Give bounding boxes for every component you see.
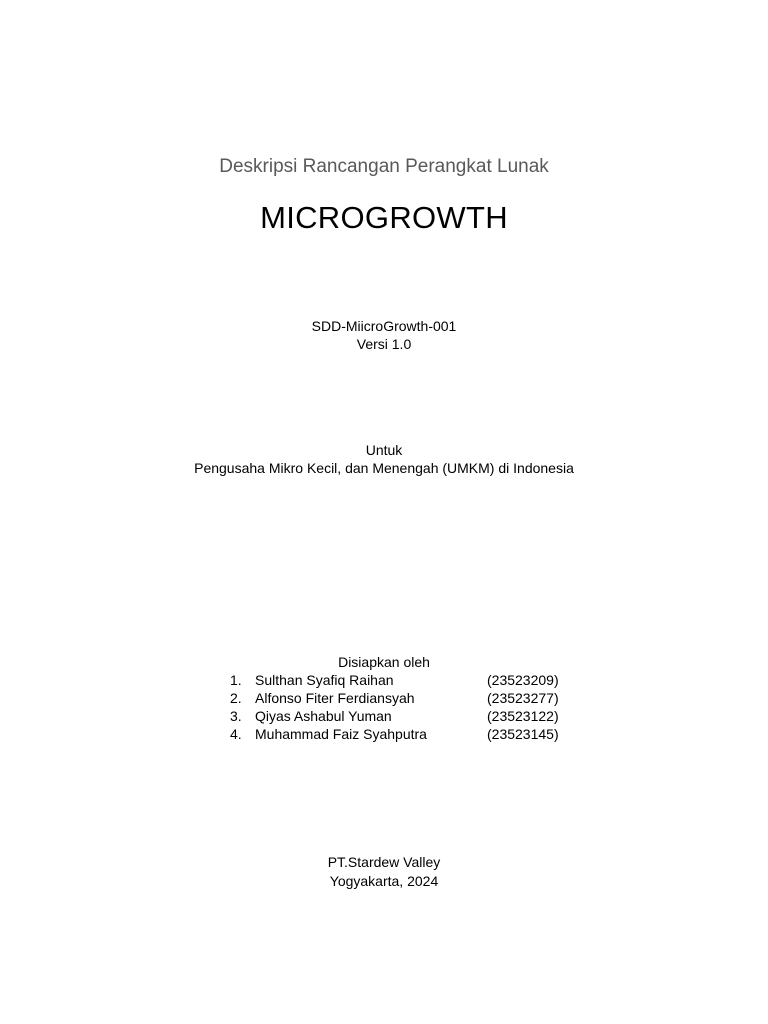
member-name: Qiyas Ashabul Yuman: [255, 708, 392, 724]
document-version: Versi 1.0: [356, 336, 412, 352]
member-number: 3.: [230, 708, 242, 724]
member-student-id: (23523122): [487, 708, 559, 724]
document-id: SDD-MiicroGrowth-001: [311, 318, 457, 334]
member-name: Sulthan Syafiq Raihan: [255, 672, 394, 688]
member-student-id: (23523209): [487, 672, 559, 688]
team-member-item: [0, 671, 768, 689]
member-number: 4.: [230, 726, 242, 742]
member-name: Muhammad Faiz Syahputra: [255, 726, 427, 742]
prepared-by-label: Disiapkan oleh: [338, 654, 430, 670]
member-number: 2.: [230, 690, 242, 706]
document-title: MICROGROWTH: [260, 200, 508, 235]
document-subtitle: Deskripsi Rancangan Perangkat Lunak: [219, 156, 549, 177]
member-name: Alfonso Fiter Ferdiansyah: [255, 690, 415, 706]
target-audience: Pengusaha Mikro Kecil, dan Menengah (UMKM) di Indonesia: [194, 460, 574, 476]
member-number: 1.: [230, 672, 242, 688]
company-name: PT.Stardew Valley: [327, 854, 441, 870]
member-student-id: (23523145): [487, 726, 559, 742]
team-member-item: [0, 725, 768, 743]
team-member-item: [0, 689, 768, 707]
team-member-list: [0, 671, 768, 743]
member-student-id: (23523277): [487, 690, 559, 706]
for-label: Untuk: [365, 442, 403, 458]
place-and-year: Yogyakarta, 2024: [329, 873, 439, 889]
team-member-item: [0, 707, 768, 725]
